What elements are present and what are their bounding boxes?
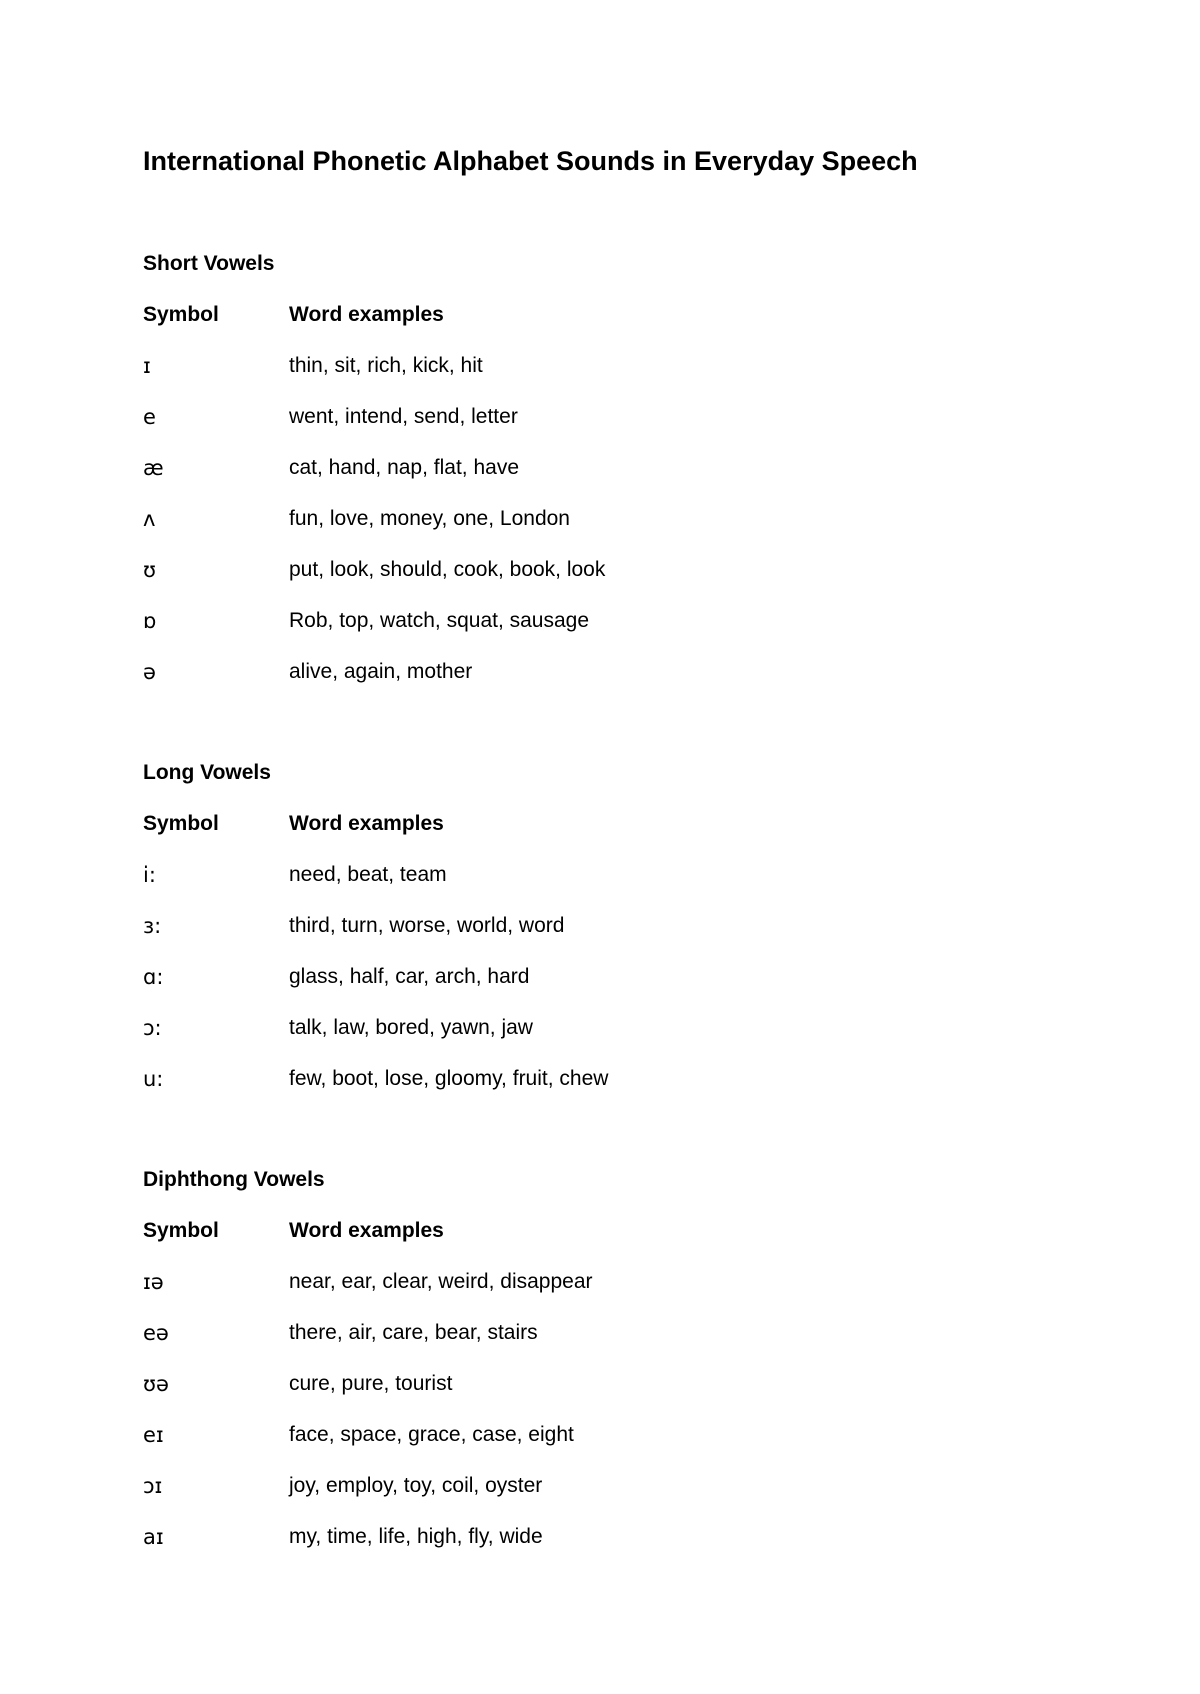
ipa-symbol: ɪ [143, 354, 151, 378]
column-header-word-examples: Word examples [289, 303, 444, 326]
word-examples: few, boot, lose, gloomy, fruit, chew [289, 1067, 609, 1090]
ipa-symbol: ɑ: [143, 965, 164, 989]
table-row [143, 1472, 1043, 1500]
page-title: International Phonetic Alphabet Sounds in Everyday Speech [143, 146, 918, 176]
section-title: Long Vowels [143, 761, 271, 784]
table-header [143, 810, 1043, 838]
ipa-symbol: ɔɪ [143, 1474, 163, 1498]
table-row [143, 1065, 1043, 1093]
table-row [143, 556, 1043, 584]
ipa-symbol: ɒ [143, 609, 157, 633]
word-examples: face, space, grace, case, eight [289, 1423, 574, 1446]
word-examples: fun, love, money, one, London [289, 507, 570, 530]
ipa-symbol: ʊ [143, 558, 156, 582]
column-header-word-examples: Word examples [289, 1219, 444, 1242]
ipa-symbol: i: [143, 863, 156, 887]
ipa-symbol: ɜ: [143, 914, 162, 938]
table-row [143, 1319, 1043, 1347]
ipa-symbol: ə [143, 660, 156, 684]
table-row [143, 1014, 1043, 1042]
table-header [143, 1217, 1043, 1245]
ipa-symbol: u: [143, 1067, 164, 1091]
column-header-symbol: Symbol [143, 1219, 219, 1242]
word-examples: my, time, life, high, fly, wide [289, 1525, 543, 1548]
table-row [143, 963, 1043, 991]
word-examples: thin, sit, rich, kick, hit [289, 354, 483, 377]
word-examples: near, ear, clear, weird, disappear [289, 1270, 593, 1293]
word-examples: put, look, should, cook, book, look [289, 558, 606, 581]
word-examples: need, beat, team [289, 863, 447, 886]
ipa-symbol: æ [143, 456, 164, 480]
word-examples: glass, half, car, arch, hard [289, 965, 530, 988]
table-row [143, 1370, 1043, 1398]
table-row [143, 1421, 1043, 1449]
section-title: Diphthong Vowels [143, 1168, 325, 1191]
ipa-symbol: aɪ [143, 1525, 164, 1549]
table-row [143, 454, 1043, 482]
word-examples: third, turn, worse, world, word [289, 914, 565, 937]
column-header-symbol: Symbol [143, 303, 219, 326]
table-row [143, 658, 1043, 686]
ipa-symbol: eɪ [143, 1423, 164, 1447]
word-examples: alive, again, mother [289, 660, 473, 683]
word-examples: there, air, care, bear, stairs [289, 1321, 538, 1344]
table-row [143, 1523, 1043, 1551]
table-row [143, 861, 1043, 889]
ipa-symbol: ʊə [143, 1372, 169, 1396]
ipa-symbol: ʌ [143, 507, 156, 531]
table-row [143, 403, 1043, 431]
word-examples: talk, law, bored, yawn, jaw [289, 1016, 533, 1039]
ipa-symbol: eə [143, 1321, 169, 1345]
table-row [143, 912, 1043, 940]
word-examples: cat, hand, nap, flat, have [289, 456, 519, 479]
section-title: Short Vowels [143, 252, 275, 275]
ipa-symbol: e [143, 405, 156, 429]
table-row [143, 1268, 1043, 1296]
table-row [143, 352, 1043, 380]
word-examples: went, intend, send, letter [289, 405, 518, 428]
table-header [143, 301, 1043, 329]
column-header-symbol: Symbol [143, 812, 219, 835]
word-examples: Rob, top, watch, squat, sausage [289, 609, 590, 632]
word-examples: cure, pure, tourist [289, 1372, 453, 1395]
word-examples: joy, employ, toy, coil, oyster [289, 1474, 543, 1497]
ipa-symbol: ɪə [143, 1270, 164, 1294]
table-row [143, 505, 1043, 533]
table-row [143, 607, 1043, 635]
column-header-word-examples: Word examples [289, 812, 444, 835]
ipa-symbol: ɔ: [143, 1016, 162, 1040]
